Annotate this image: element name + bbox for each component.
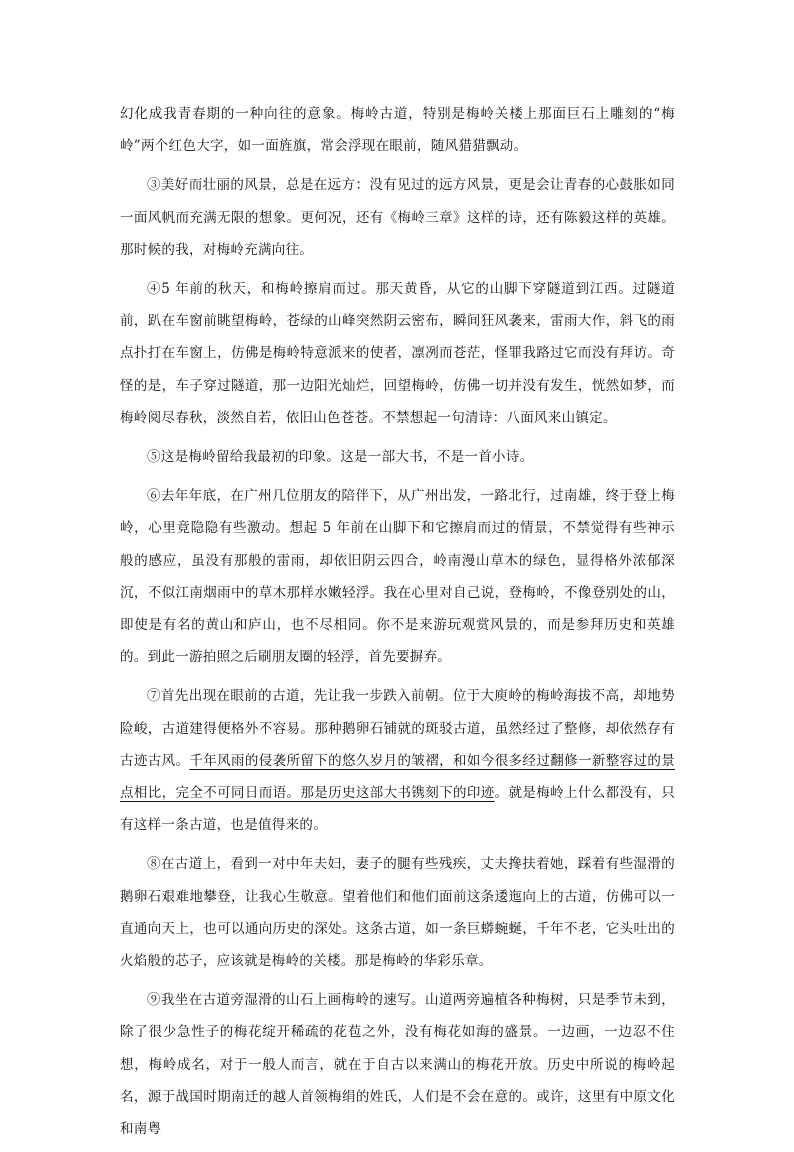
- paragraph-7-text-after: 。就是梅岭上什么都没有，只有这样一条古道，也是值得来的。: [120, 785, 675, 834]
- document-page: [120, 98, 675, 1152]
- paragraph-8: ⑧在古道上，看到一对中年夫妇，妻子的腿有些残疾，丈夫搀扶着她，踩着有些湿滑的鹅卵石艰难地攀登，让我心生敬意。望着他们和他们面前这条逶迤向上的古道，仿佛可以一直通向天上，也可以通向历史的深处。这条古道，如一条巨蟒蜿蜒，千年不老，它头吐出的火焰般的芯子，应该就是梅岭的关楼。那是梅岭的华彩乐章。: [120, 856, 675, 970]
- paragraph-2-continued: 幻化成我青春期的一种向往的意象。梅岭古道，特别是梅岭关楼上那面巨石上雕刻的“梅岭”两个红色大字，如一面旌旗，常会浮现在眼前，随风猎猎飘动。: [120, 106, 675, 155]
- paragraph-5: ⑤这是梅岭留给我最初的印象。这是一部大书，不是一首小诗。: [147, 449, 534, 466]
- paragraph-9: ⑨我坐在古道旁湿滑的山石上画梅岭的速写。山道两旁遍植各种梅树，只是季节未到，除了很少急性子的梅花绽开稀疏的花苞之外，没有梅花如海的盛景。一边画，一边忍不住想，梅岭成名，对于一般人而言，就在于自古以来满山的梅花开放。历史中所说的梅岭起名，源于战国时期南迁的越人首领梅绢的姓氏，人们是不会在意的。或许，这里有中原文化和南粤: [120, 992, 675, 1138]
- paragraph-6: ⑥去年年底，在广州几位朋友的陪伴下，从广州出发，一路北行，过南雄，终于登上梅岭，心里竟隐隐有些激动。想起 5 年前在山脚下和它擦肩而过的情景，不禁觉得有些神示般的感应，虽没有那般的雷雨，却依旧阴云四合，岭南漫山草木的绿色，显得格外浓郁深沉，不似江南烟雨中的草木那样水嫩轻浮。我在心里对自己说，登梅岭，不像登别处的山，即使是有名的黄山和庐山，也不尽相同。你不是来游玩观赏风景的，而是参拜历史和英雄的。到此一游拍照之后刷朋友圈的轻浮，首先要摒弃。: [120, 488, 675, 666]
- paragraph-7: [120, 680, 675, 841]
- paragraph-7-text-before: ⑦首先出现在眼前的古道，先让我一步跌入前朝。位于大庾岭的梅岭海拔不高，却地势险峻，古道建得便格外不容易。那种鹅卵石铺就的斑驳古道，虽然经过了整修，却依然存有古迹古风。: [120, 688, 675, 769]
- paragraph-3: ③美好而壮丽的风景，总是在远方：没有见过的远方风景，更是会让青春的心鼓胀如同一面风帆而充满无限的想象。更何况，还有《梅岭三章》这样的诗，还有陈毅这样的英雄。那时候的我，对梅岭充满向往。: [120, 177, 675, 258]
- paragraph-7-underlined-sentence: 千年风雨的侵袭所留下的悠久岁月的皱褶，和如今很多经过翻修一新整容过的景点相比，完全不可同日而语。那是历史这部大书镌刻下的印迹: [120, 752, 676, 802]
- paragraph-4: ④5 年前的秋天，和梅岭擦肩而过。那天黄昏，从它的山脚下穿隧道到江西。过隧道前，趴在车窗前眺望梅岭，苍绿的山峰突然阴云密布，瞬间狂风袭来，雷雨大作，斜飞的雨点扑打在车窗上，仿佛是梅岭特意派来的使者，凛冽而苍茫，怪罪我路过它而没有拜访。奇怪的是，车子穿过隧道，那一边阳光灿烂，回望梅岭，仿佛一切并没有发生，恍然如梦，而梅岭阅尽春秋，淡然自若，依旧山色苍苍。不禁想起一句清诗：八面风来山镇定。: [120, 281, 675, 426]
